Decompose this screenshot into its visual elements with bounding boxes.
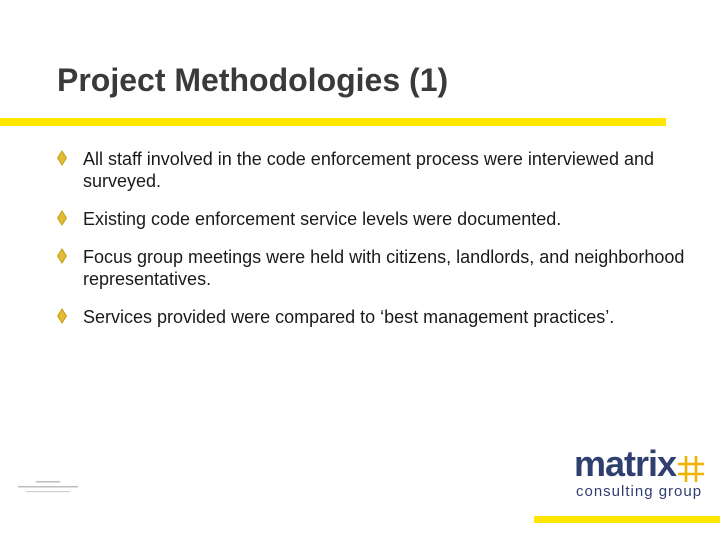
bullet-item xyxy=(57,148,697,192)
logo-wordmark: matrix xyxy=(574,443,677,484)
title-underline-bar xyxy=(0,118,666,126)
diamond-bullet-icon xyxy=(57,248,67,264)
bullet-text: Existing code enforcement service levels were documented. xyxy=(83,209,562,229)
bullet-item xyxy=(57,306,697,328)
bullet-text: All staff involved in the code enforcement process were interviewed and surveyed. xyxy=(83,149,654,191)
grid-hash-icon xyxy=(678,456,704,482)
bullet-item xyxy=(57,208,697,230)
bullet-item xyxy=(57,246,697,290)
bullet-list xyxy=(57,148,697,328)
footer-accent-bar xyxy=(534,516,720,523)
bullet-text: Services provided were compared to ‘best management practices’. xyxy=(83,307,615,327)
footer-credit-lines xyxy=(16,480,80,496)
slide-title: Project Methodologies (1) xyxy=(57,62,449,98)
diamond-bullet-icon xyxy=(57,308,67,324)
matrix-consulting-logo xyxy=(574,443,714,504)
diamond-bullet-icon xyxy=(57,210,67,226)
bullet-text: Focus group meetings were held with citizens, landlords, and neighborhood representatives. xyxy=(83,247,685,289)
diamond-bullet-icon xyxy=(57,150,67,166)
logo-tagline: consulting group xyxy=(576,483,703,500)
